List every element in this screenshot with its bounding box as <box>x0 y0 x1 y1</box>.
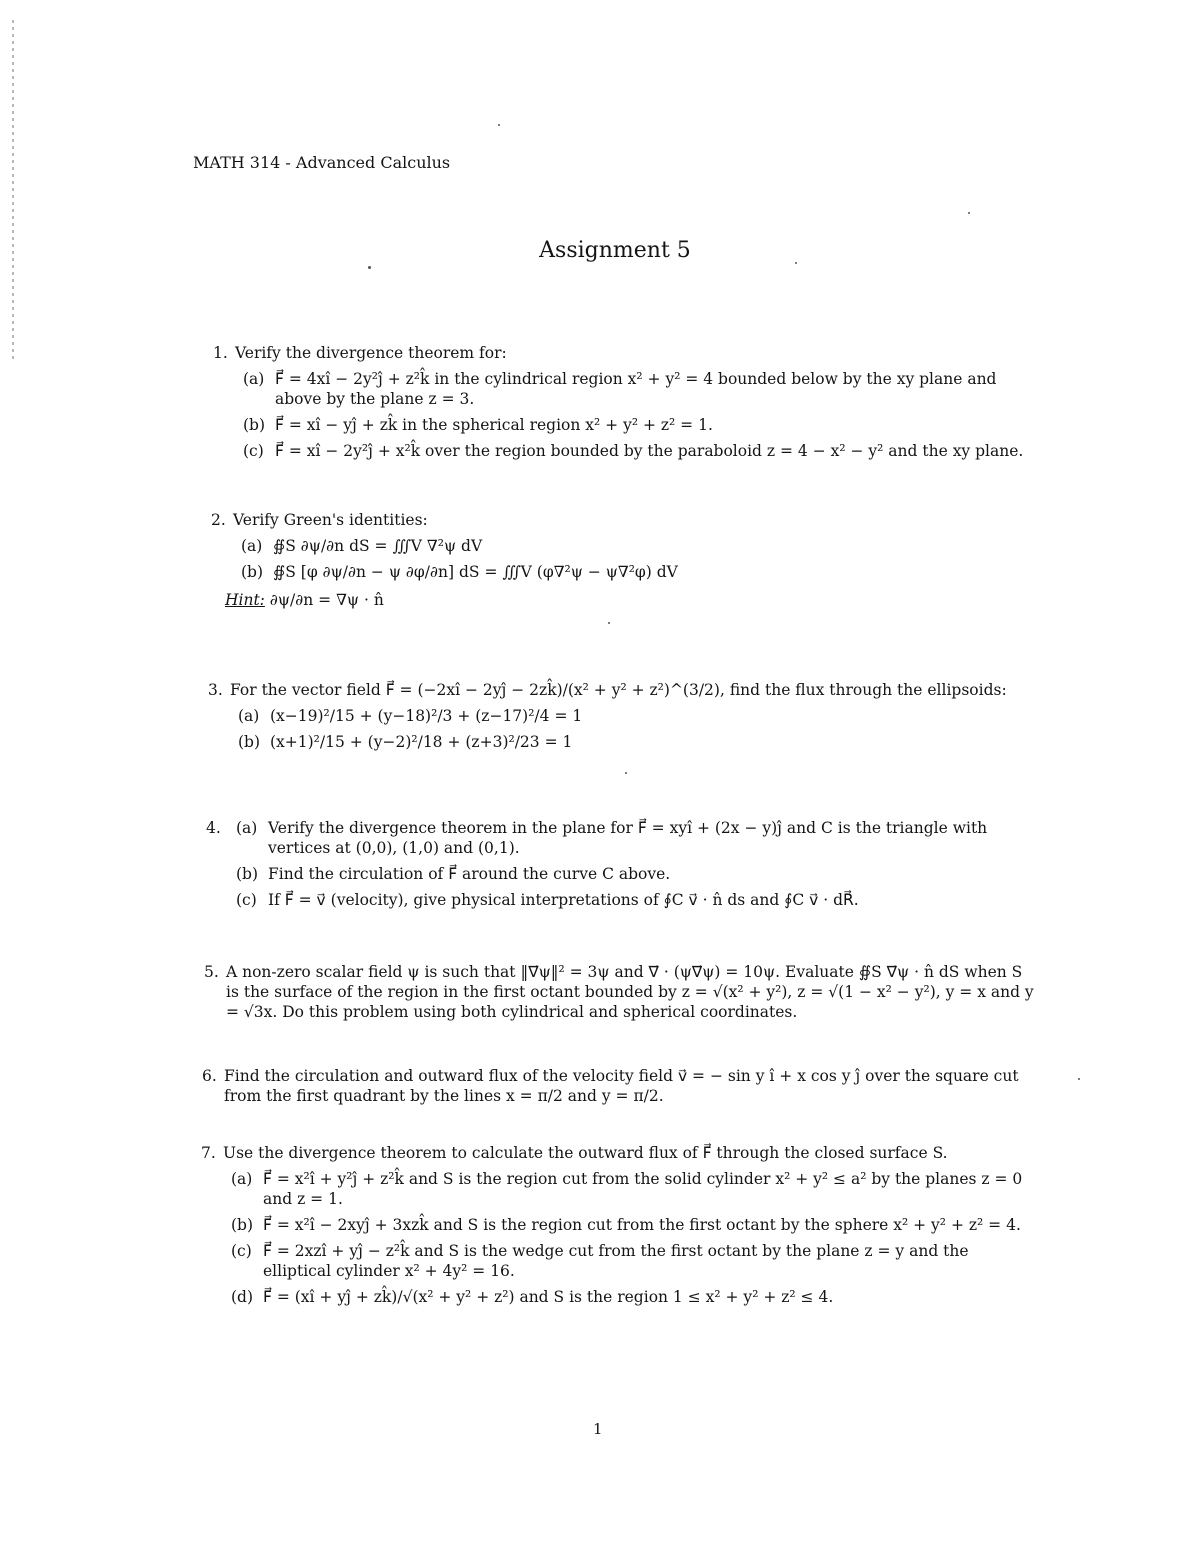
part-label: (b) <box>231 1216 254 1234</box>
page-number: 1 <box>593 1420 603 1438</box>
part-label: (a) <box>231 1170 253 1188</box>
problem-statement: A non-zero scalar field ψ is such that ‖∇⃗ψ‖² = 3ψ and ∇⃗ · (ψ∇⃗ψ) = 10ψ. Evaluate ∯S ∇⃗ψ · n̂ dS when S is the surface of the region in the first octant bounded by z = √(x² + y²), z = √(1 − x² − y²), y = x and y = √3x. Do this problem using both cylindrical and spherical coordinates. <box>226 963 1034 1021</box>
problem-number: 6. <box>202 1067 217 1085</box>
problem-part <box>231 1215 1036 1235</box>
scan-speck <box>968 212 970 214</box>
scan-speck <box>625 772 627 774</box>
part-label: (b) <box>243 416 266 434</box>
part-text: F⃗ = x²î − 2xyĵ + 3xzk̂ and S is the region cut from the first octant by the sphere x² + y² + z² = 4. <box>263 1216 1021 1234</box>
part-text: (x−19)²/15 + (y−18)²/3 + (z−17)²/4 = 1 <box>270 707 583 725</box>
problem-part <box>243 441 1038 461</box>
part-text: F⃗ = xî − 2y²ĵ + x²k̂ over the region bounded by the paraboloid z = 4 − x² − y² and the xy plane. <box>275 442 1024 460</box>
part-text: ∯S [φ ∂ψ/∂n − ψ ∂φ/∂n] dS = ∭V (φ∇²ψ − ψ∇²φ) dV <box>273 563 678 581</box>
hint-label: Hint: <box>225 591 265 609</box>
problem-number: 7. <box>201 1144 216 1162</box>
problem-number: 1. <box>213 344 228 362</box>
part-label: (c) <box>243 442 264 460</box>
problem-number: 3. <box>208 681 223 699</box>
problem-1 <box>213 343 1038 461</box>
problem-5 <box>204 962 1036 1022</box>
course-header: MATH 314 - Advanced Calculus <box>193 153 451 172</box>
problem-number: 5. <box>204 963 219 981</box>
scan-speck <box>1078 1078 1080 1080</box>
scan-speck <box>608 622 610 624</box>
part-text: (x+1)²/15 + (y−2)²/18 + (z+3)²/23 = 1 <box>270 733 573 751</box>
part-text: Verify the divergence theorem in the plane for F⃗ = xyî + (2x − y)ĵ and C is the triangle with vertices at (0,0), (1,0) and (0,1). <box>268 819 988 857</box>
part-label: (a) <box>236 819 258 837</box>
problem-number: 4. <box>206 819 221 837</box>
part-label: (b) <box>238 733 261 751</box>
problem-2 <box>211 510 1036 610</box>
part-label: (d) <box>231 1288 254 1306</box>
part-label: (a) <box>243 370 265 388</box>
problem-statement: Verify the divergence theorem for: <box>235 344 507 362</box>
problem-7 <box>201 1143 1036 1307</box>
scan-edge-mark <box>12 20 14 360</box>
problem-part <box>236 890 1036 910</box>
problem-part <box>236 818 1036 858</box>
problem-6 <box>202 1066 1036 1106</box>
problem-statement: Verify Green's identities: <box>233 511 428 529</box>
problem-part <box>243 415 1038 435</box>
problem-part <box>243 369 1038 409</box>
problem-3 <box>208 680 1033 752</box>
problem-part <box>231 1241 1036 1281</box>
part-text: F⃗ = 4xî − 2y²ĵ + z²k̂ in the cylindrical region x² + y² = 4 bounded below by the xy plane and above by the plane z = 3. <box>275 370 997 408</box>
problem-statement: Use the divergence theorem to calculate the outward flux of F⃗ through the closed surface S. <box>223 1144 948 1162</box>
part-label: (a) <box>238 707 260 725</box>
part-label: (b) <box>236 865 259 883</box>
problem-part <box>241 562 1036 582</box>
part-label: (a) <box>241 537 263 555</box>
part-label: (b) <box>241 563 264 581</box>
part-text: F⃗ = 2xzî + yĵ − z²k̂ and S is the wedge cut from the first octant by the plane z = y and the elliptical cylinder x² + 4y² = 16. <box>263 1242 969 1280</box>
part-text: F⃗ = x²î + y²ĵ + z²k̂ and S is the region cut from the solid cylinder x² + y² ≤ a² by the planes z = 0 and z = 1. <box>263 1170 1023 1208</box>
scan-speck <box>368 266 371 269</box>
hint <box>225 590 1036 610</box>
part-text: F⃗ = (xî + yĵ + zk̂)/√(x² + y² + z²) and S is the region 1 ≤ x² + y² + z² ≤ 4. <box>263 1288 834 1306</box>
part-text: Find the circulation of F⃗ around the curve C above. <box>268 865 671 883</box>
problem-statement: For the vector field F⃗ = (−2xî − 2yĵ − 2zk̂)/(x² + y² + z²)^(3/2), find the flux through the ellipsoids: <box>230 681 1007 699</box>
problem-4 <box>206 818 1036 910</box>
problem-part <box>238 732 1033 752</box>
problem-number: 2. <box>211 511 226 529</box>
assignment-title: Assignment 5 <box>539 238 691 263</box>
problem-part <box>241 536 1036 556</box>
part-label: (c) <box>231 1242 252 1260</box>
problem-part <box>238 706 1033 726</box>
scan-speck <box>498 124 500 126</box>
problem-statement: Find the circulation and outward flux of the velocity field v⃗ = − sin y î + x cos y ĵ over the square cut from the first quadrant by the lines x = π/2 and y = π/2. <box>224 1067 1019 1105</box>
part-text: If F⃗ = v⃗ (velocity), give physical interpretations of ∮C v⃗ · n̂ ds and ∮C v⃗ · dR⃗. <box>268 891 859 909</box>
problem-part <box>231 1287 1036 1307</box>
part-label: (c) <box>236 891 257 909</box>
part-text: ∯S ∂ψ/∂n dS = ∭V ∇²ψ dV <box>273 537 483 555</box>
part-text: F⃗ = xî − yĵ + zk̂ in the spherical region x² + y² + z² = 1. <box>275 416 713 434</box>
hint-text: ∂ψ/∂n = ∇ψ · n̂ <box>269 591 384 609</box>
problem-part <box>231 1169 1036 1209</box>
problem-part <box>236 864 1036 884</box>
